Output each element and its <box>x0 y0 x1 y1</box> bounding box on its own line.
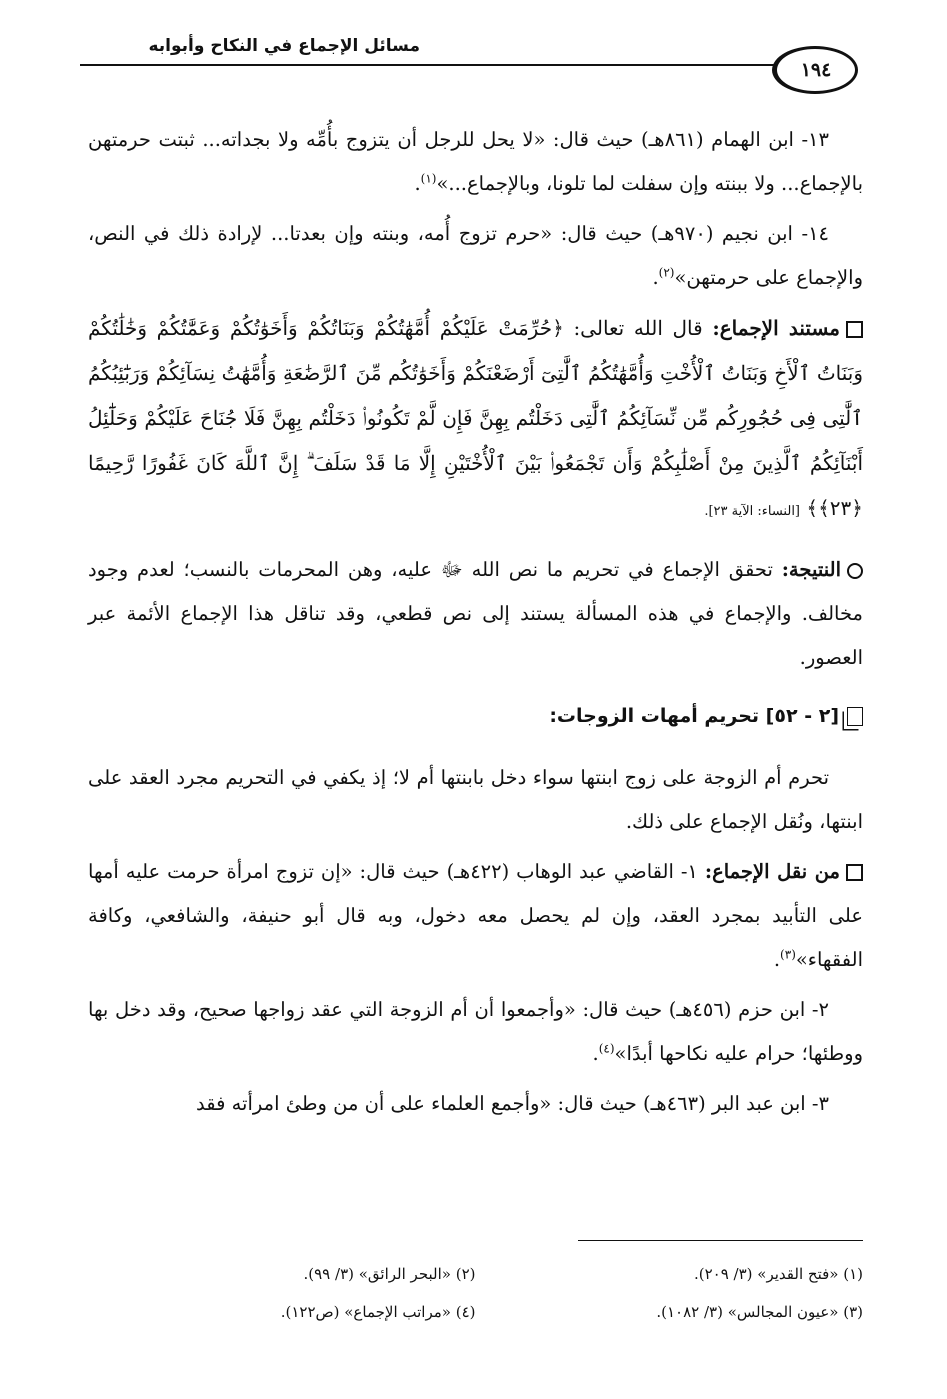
square-bullet-icon <box>846 321 863 338</box>
circle-bullet-icon <box>847 563 863 579</box>
quran-reference: [النساء: الآية ٢٣]. <box>704 504 800 519</box>
naql-label: من نقل الإجماع: <box>704 860 840 883</box>
naql-paragraph: من نقل الإجماع: ١- القاضي عبد الوهاب (٤٢٢هـ) حيث قال: «إن تزوج امرأة حرمت عليه أمها على التأبيد بمجرد العقد، وإن لم يحصل معه دخول، وبه قال أبو حنيفة، والشافعي، وكافة الفقهاء»$^{(٣)}$. <box>88 860 863 971</box>
mustanad-label: مستند الإجماع: <box>712 316 841 340</box>
natija-paragraph <box>88 548 863 680</box>
document-icon <box>847 707 863 726</box>
square-bullet-icon <box>846 864 863 881</box>
naql-text: ١- القاضي عبد الوهاب (٤٢٢هـ) حيث قال: «إن تزوج امرأة حرمت عليه أمها على التأبيد بمجرد العقد، وإن لم يحصل معه دخول، وبه قال أبو حنيفة، والشافعي، وكافة الفقهاء» <box>88 860 863 971</box>
natija-label: النتيجة: <box>781 558 841 581</box>
natija-text: تحقق الإجماع في تحريم ما نص الله ﷻ عليه، وهن المحرمات بالنسب؛ لعدم وجود مخالف. والإجماع في هذه المسألة يستند إلى نص قطعي، وقد تناقل هذا الإجماع الأئمة عبر العصور. <box>88 558 863 669</box>
header-rule <box>80 64 790 66</box>
paragraph-3 <box>88 1082 863 1126</box>
footnote-ref-1: (١) <box>420 171 437 186</box>
footnote-2: (٢) «البحر الرائق» (٣/ ٩٩). <box>303 1265 476 1283</box>
mustanad-paragraph <box>88 306 863 534</box>
footnote-ref-2: (٢) <box>658 265 675 280</box>
footnote-rule <box>578 1240 863 1241</box>
quran-verse: ﴿حُرِّمَتْ عَلَيْكُمْ أُمَّهَٰتُكُمْ وَبَنَاتُكُمْ وَأَخَوَٰتُكُمْ وَعَمَّٰتُكُمْ وَخَٰلَٰتُكُمْ وَبَنَاتُ ٱلْأَخِ وَبَنَاتُ ٱلْأُخْتِ وَأُمَّهَٰتُكُمُ ٱلَّٰتِىٓ أَرْضَعْنَكُمْ وَأَخَوَٰتُكُم مِّنَ ٱلرَّضَٰعَةِ وَأُمَّهَٰتُ نِسَآئِكُمْ وَرَبَٰٓئِبُكُمُ ٱلَّٰتِى فِى حُجُورِكُم مِّن نِّسَآئِكُمُ ٱلَّٰتِى دَخَلْتُم بِهِنَّ فَإِن لَّمْ تَكُونُوا۟ دَخَلْتُم بِهِنَّ فَلَا جُنَاحَ عَلَيْكُمْ وَحَلَٰٓئِلُ أَبْنَآئِكُمُ ٱلَّذِينَ مِنْ أَصْلَٰبِكُمْ وَأَن تَجْمَعُوا۟ بَيْنَ ٱلْأُخْتَيْنِ إِلَّا مَا قَدْ سَلَفَ ۗ إِنَّ ٱللَّهَ كَانَ غَفُورًا رَّحِيمًا ﴿٢٣﴾﴾ <box>88 316 863 520</box>
intro-paragraph <box>88 756 863 844</box>
footnote-4: (٤) «مراتب الإجماع» (ص١٢٢). <box>280 1303 476 1321</box>
footnote-row <box>88 1255 863 1293</box>
section-heading <box>88 694 863 738</box>
footnotes <box>88 1255 863 1331</box>
paragraph-13: ١٣- ابن الهمام (٨٦١هـ) حيث قال: «لا يحل للرجل أن يتزوج بأُمِّه ولا بجداته... ثبتت حرمتهن بالإجماع... ولا ببنته وإن سفلت لما تلونا، وبالإجماع...»$^{(١)}$. <box>88 128 863 195</box>
paragraph-14: ١٤- ابن نجيم (٩٧٠هـ) حيث قال: «حرم تزوج أُمه، وبنته وإن بعدتا... لإرادة ذلك في النص، والإجماع على حرمتهن»$^{(٢)}$. <box>88 222 863 289</box>
paragraph-13-text: ١٣- ابن الهمام (٨٦١هـ) حيث قال: «لا يحل للرجل أن يتزوج بأُمِّه ولا بجداته... ثبتت حرمتهن بالإجماع... ولا ببنته وإن سفلت لما تلونا، وبالإجماع...» <box>88 128 863 195</box>
footnote-ref-3: (٣) <box>780 947 796 962</box>
paragraph-2: ٢- ابن حزم (٤٥٦هـ) حيث قال: «وأجمعوا أن أم الزوجة التي عقد زواجها صحيح، وقد دخل بها ووطئها؛ حرام عليه نكاحها أبدًا»$^{(٤)}$. <box>88 998 863 1065</box>
page-body <box>88 118 863 1132</box>
intro-text: تحرم أم الزوجة على زوج ابنتها سواء دخل بابنتها أم لا؛ إذ يكفي في التحريم مجرد العقد على ابنتها، ونُقل الإجماع على ذلك. <box>88 766 863 833</box>
footnote-ref-4: (٤) <box>598 1041 615 1056</box>
header-title: مسائل الإجماع في النكاح وأبوابه <box>148 36 420 56</box>
section-heading-text: [٢ - ٥٢] تحريم أمهات الزوجات: <box>549 705 839 727</box>
page-header <box>80 34 870 104</box>
paragraph-14-text: ١٤- ابن نجيم (٩٧٠هـ) حيث قال: «حرم تزوج أُمه، وبنته وإن بعدتا... لإرادة ذلك في النص، والإجماع على حرمتهن» <box>88 222 863 289</box>
page-number: ١٩٤ <box>772 46 858 94</box>
mustanad-intro: قال الله تعالى: <box>573 316 703 340</box>
footnote-3: (٣) «عيون المجالس» (٣/ ١٠٨٢). <box>656 1303 863 1321</box>
footnote-row <box>88 1293 863 1331</box>
paragraph-3-text: ٣- ابن عبد البر (٤٦٣هـ) حيث قال: «وأجمع العلماء على أن من وطئ امرأته فقد <box>195 1092 829 1115</box>
footnote-1: (١) «فتح القدير» (٣/ ٢٠٩). <box>693 1265 863 1283</box>
paragraph-2-text: ٢- ابن حزم (٤٥٦هـ) حيث قال: «وأجمعوا أن أم الزوجة التي عقد زواجها صحيح، وقد دخل بها ووطئها؛ حرام عليه نكاحها أبدًا» <box>88 998 863 1065</box>
